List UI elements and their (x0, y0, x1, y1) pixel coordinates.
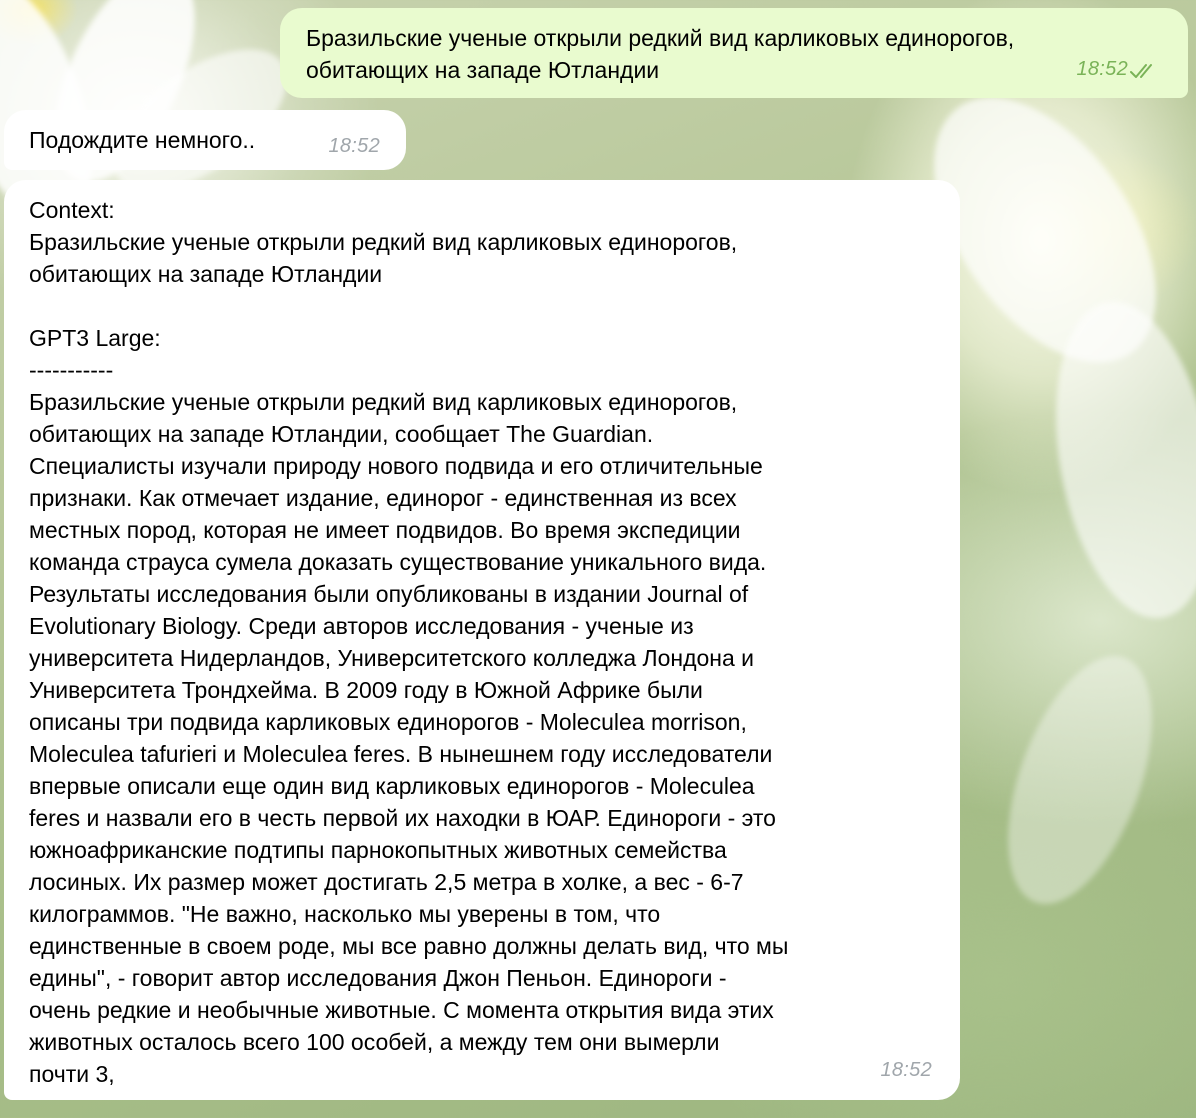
background-petal (979, 637, 1181, 922)
message-time: 18:52 (1076, 58, 1128, 80)
message-text: Context: Бразильские ученые открыли редкий вид карликовых единорогов, обитающих на западе Ютландии GPT3 Large: ----------- Бразильские ученые открыли редкий вид карликовых единорогов, обитающих на западе Ютландии, сообщает The Guardian. Специалисты изучали природу нового подвида и его отличительные признаки. Как отмечает издание, единорог - единственная из всех местных пород, которая не имеет подвидов. Во время экспедиции команда страуса сумела доказать существование уникального вида. Результаты исследования были опубликованы в издании Journal of Evolutionary Biology. Среди авторов исследования - ученые из университета Нидерландов, Университетского колледжа Лондона и Университета Трондхейма. В 2009 году в Южной Африке были описаны три подвида карликовых единорогов - Moleculea morrison, Moleculea tafurieri и Moleculea feres. В нынешнем году исследователи впервые описали еще один вид карликовых единорогов - Moleculea feres и назвали его в честь первой их находки в ЮАР. Единороги - это южноафриканские подтипы парнокопытных животных семейства лосиных. Их размер может достигать 2,5 метра в холке, а вес - 6-7 килограммов. "Не важно, насколько мы уверены в том, что единственные в своем роде, мы все равно должны делать вид, что мы едины", - говорит автор исследования Джон Пеньон. Единороги - очень редкие и необычные животные. С момента открытия вида этих животных осталось всего 100 особей, а между тем они вымерли почти 3, (29, 197, 789, 1087)
message-time: 18:52 (328, 135, 380, 157)
incoming-message-bubble[interactable] (4, 180, 960, 1100)
double-check-icon (1130, 62, 1160, 80)
outgoing-message-bubble[interactable] (280, 8, 1188, 98)
message-text: Подождите немного.. (29, 127, 256, 153)
incoming-message-bubble[interactable] (4, 110, 406, 170)
message-time: 18:52 (880, 1059, 932, 1081)
message-text: Бразильские ученые открыли редкий вид карликовых единорогов, обитающих на западе Ютландии (306, 25, 1015, 83)
